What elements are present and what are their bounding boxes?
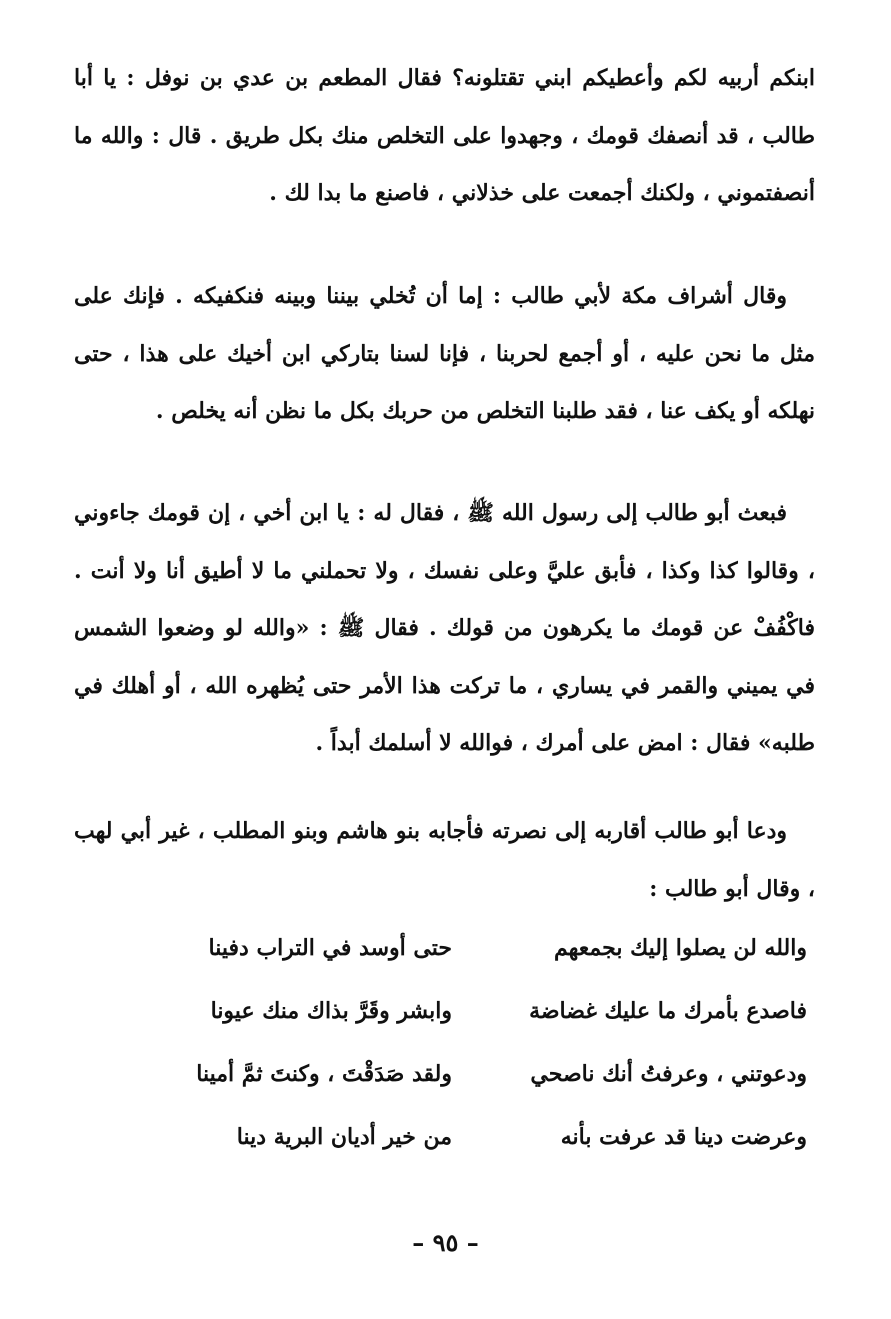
verse-second-hemistich: من خير أديان البرية دينا xyxy=(236,1123,452,1150)
paragraph-mutim-reply: ابنكم أربيه لكم وأعطيكم ابني تقتلونه؟ فقال المطعم بن عدي بن نوفل : يا أبا طالب ، قد أنصفك قومك ، وجهدوا على التخلص منك بكل طريق . قال : والله ما أنصفتموني ، ولكنك أجمعت على خذلاني ، فاصنع ما بدا لك . xyxy=(74,65,815,206)
paragraph-abu-talib-message: فبعث أبو طالب إلى رسول الله ﷺ ، فقال له : يا ابن أخي ، إن قومك جاءوني ، وقالوا كذا وكذا ، فأبق عليَّ وعلى نفسك ، ولا تحملني ما لا أطيق أنا ولا أنت . فاكْفُفْ عن قومك ما يكرهون من قولك . فقال ﷺ : «والله لو وضعوا الشمس في يميني والقمر في يساري ، ما تركت هذا الأمر حتى يُظهره الله ، أو أهلك في طلبه» فقال : امض على أمرك ، فوالله لا أسلمك أبداً . xyxy=(74,500,815,756)
verse-first-hemistich: فاصدع بأمرك ما عليك غضاضة xyxy=(529,997,807,1024)
verse-second-hemistich: حتى أوسد في التراب دفينا xyxy=(208,934,452,961)
verse-first-hemistich: وعرضت دينا قد عرفت بأنه xyxy=(560,1123,807,1150)
verse-first-hemistich: والله لن يصلوا إليك بجمعهم xyxy=(554,934,807,961)
paragraph-quraysh-nobles: وقال أشراف مكة لأبي طالب : إما أن تُخلي بيننا وبينه فنكفيكه . فإنك على مثل ما نحن عليه ، أو أجمع لحربنا ، فإنا لسنا بتاركي ابن أخيك على هذا ، حتى نهلكه أو يكف عنا ، فقد طلبنا التخلص من حربك بكل ما نظن أنه يخلص . xyxy=(74,283,815,424)
verse-first-hemistich: ودعوتني ، وعرفتُ أنك ناصحي xyxy=(530,1060,807,1087)
verse-second-hemistich: ولقد صَدَقْتَ ، وكنتَ ثمَّ أمينا xyxy=(196,1060,452,1087)
poem-verse xyxy=(107,1105,807,1168)
page-number: – ٩٥ – xyxy=(412,1228,479,1257)
poem xyxy=(107,916,807,1168)
poem-verse xyxy=(107,1042,807,1105)
poem-verse xyxy=(107,979,807,1042)
poem-verse xyxy=(107,916,807,979)
verse-second-hemistich: وابشر وقَرَّ بذاك منك عيونا xyxy=(210,997,452,1024)
paragraph-kin-support: ودعا أبو طالب أقاربه إلى نصرته فأجابه بنو هاشم وبنو المطلب ، غير أبي لهب ، وقال أبو طالب : xyxy=(74,818,815,902)
